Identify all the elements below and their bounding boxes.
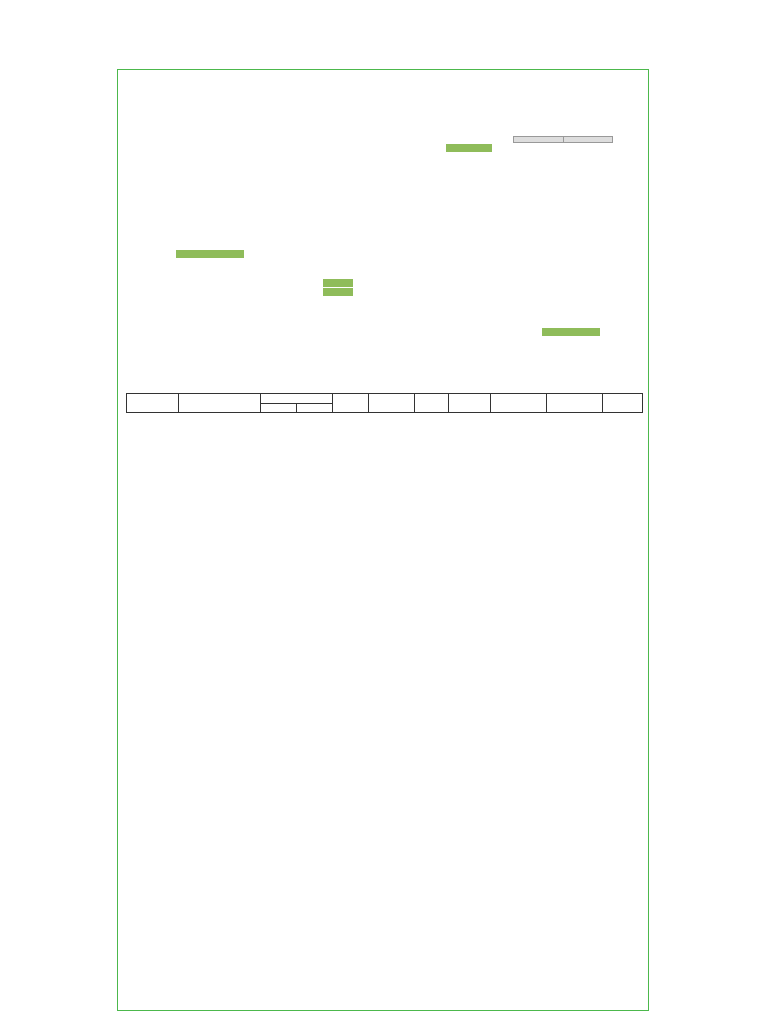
header-cumulative bbox=[603, 394, 643, 413]
column-load-table bbox=[126, 393, 643, 413]
header-section bbox=[261, 394, 333, 404]
header-total-length bbox=[369, 394, 415, 413]
header-floor bbox=[127, 394, 179, 413]
header-live-load bbox=[491, 394, 547, 413]
column-size-input[interactable] bbox=[176, 250, 244, 258]
header-volume bbox=[415, 394, 449, 413]
header-type bbox=[179, 394, 261, 413]
header-total-load bbox=[547, 394, 603, 413]
header-height bbox=[333, 394, 369, 413]
reference-table-image bbox=[510, 133, 632, 229]
slab-thickness-input[interactable] bbox=[323, 288, 353, 296]
worksheet-frame bbox=[117, 69, 649, 1011]
reference-header bbox=[563, 137, 613, 143]
header-length bbox=[261, 403, 297, 413]
header-dead-load bbox=[449, 394, 491, 413]
reference-table bbox=[513, 136, 613, 143]
h-rencana-input[interactable] bbox=[446, 144, 492, 152]
slab-thickness-input[interactable] bbox=[323, 279, 353, 287]
header-width bbox=[297, 403, 333, 413]
reference-header bbox=[514, 137, 564, 143]
concrete-class-input[interactable] bbox=[542, 328, 600, 336]
